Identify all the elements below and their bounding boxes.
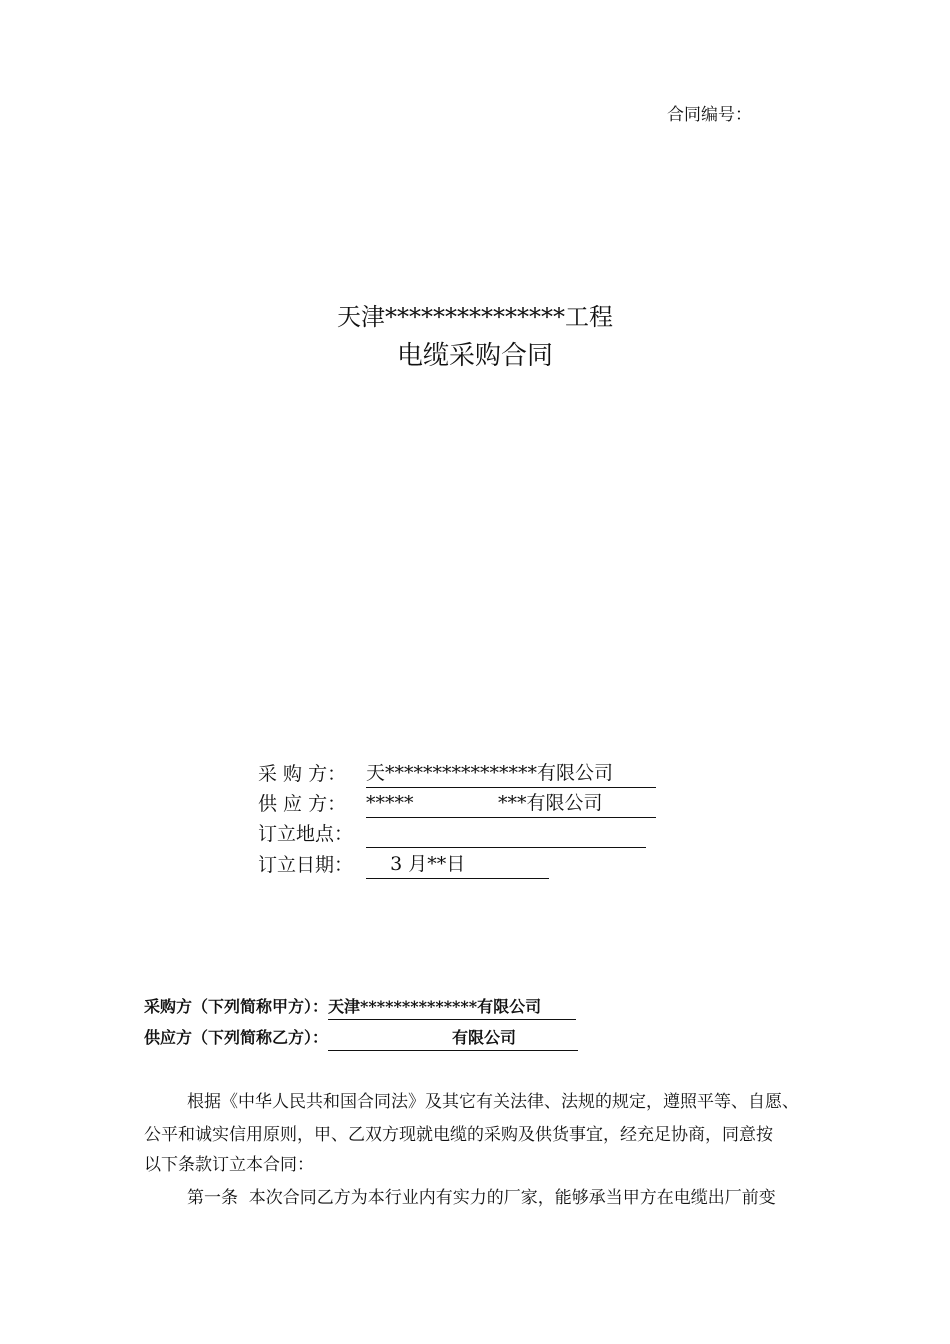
cover-buyer-row [258,760,656,788]
party-b-row [144,1025,578,1051]
cover-date-label: 订立日期： [258,854,354,876]
party-a-row [144,994,576,1020]
paragraph-1-line-2: 公平和诚实信用原则，甲、乙双方现就电缆的采购及供货事宜，经充足协商，同意按 [144,1125,773,1145]
article-1-line-1: 第一条 本次合同乙方为本行业内有实力的厂家，能够承当甲方在电缆出厂前变 [187,1188,776,1208]
paragraph-1-line-3: 以下条款订立本合同： [144,1155,314,1175]
party-b-value: 有限公司 [452,1028,517,1047]
cover-place-label: 订立地点： [258,823,354,845]
cover-place-value [366,820,646,848]
paragraph-1-line-1: 根据《中华人民共和国合同法》及其它有关法律、法规的规定，遵照平等、自愿、 [187,1092,799,1112]
cover-date-value: 3 月**日 [366,851,549,879]
party-a-label: 采购方（下列简称甲方）： [144,997,329,1016]
cover-place-row [258,820,646,848]
cover-supplier-label: 供 应 方： [258,793,347,815]
party-a-value: 天津**************有限公司 [328,994,576,1020]
cover-date-row [258,851,549,879]
project-title: 天津***************工程 [337,303,613,331]
contract-number-label: 合同编号： [667,105,752,125]
cover-buyer-value: 天****************有限公司 [366,760,656,788]
cover-supplier-row [258,790,656,818]
party-b-value-field [328,1025,578,1051]
cover-buyer-label: 采 购 方： [258,763,347,785]
cover-supplier-value: ***** ***有限公司 [366,790,656,818]
party-b-label: 供应方（下列简称乙方）： [144,1028,329,1047]
document-title: 电缆采购合同 [396,341,553,371]
